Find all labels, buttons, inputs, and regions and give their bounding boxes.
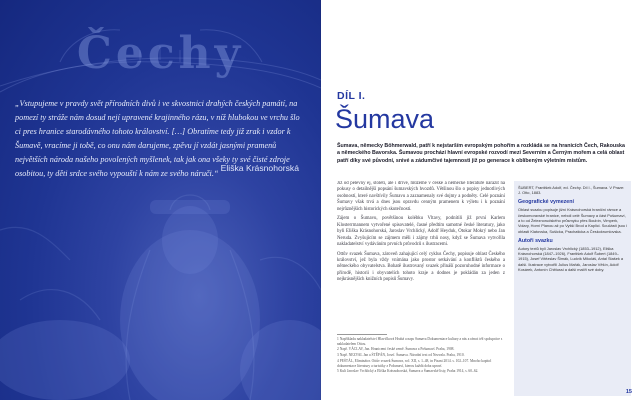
footnote: 3 Např. NEZVAL Jan a ŠTĚPÁN, Josef. Šumava. Národní text od Nezvala. Praha, 1910.	[337, 353, 465, 358]
main-text-column	[337, 181, 505, 331]
footnote: 1 Napříkladu nakladatelství Hlavičková Hrubá a naps Šumava Dokumentace kultury a nás a rámci též spolupráce s nakladatelem Ottou.	[337, 337, 503, 346]
page-number: 15	[625, 389, 632, 395]
footnote: 2 Např. VÁCLAV, Jan. Hranicemi české země. Šumava a Pošumaví. Praha, 1908.	[337, 347, 455, 352]
sidebar-heading-geography: Geografické vymezení	[518, 199, 574, 206]
part-title: Šumava	[335, 104, 435, 134]
sidebar-text-geography: Oblast svazku popisuje jižní Krásnohorská hraniční rámce a českomoravské hranice, neboli celé Šumavy a část Pošumaví, a to od Železnorudského průsmyku přes Boubín, Vimperk, Volary, Horní Planou až po Vyšší Brod a Kaplici. Součástí jsou i oblasti Klatovska, Sušicka, Prachaticka a Českokrumlovska.	[518, 207, 627, 234]
footnote: 4 PEŠTÁL, Eliminátor. Ottův svazek Šumava, roč. XII, s. 1–48, in Pisani 2014. s. 102–107. Mnoho kapitol dokumentace literatury a turistiky z Pošumaví, kterou každá doba upraví.	[337, 358, 492, 368]
footnote: 5 Kult Jaroslav Vrchlický a Eliška Krásnohorská, Šumava a Šumavské listy, Praha 1914, s. 60–62.	[337, 369, 479, 374]
epigraph-quote: „Vstupujeme v pravdy svět přírodních divů i ve skvostnici drahých českých památí, na pomezí ty stráže nám dosud nejí upravené krajinného rázu, v níž hlubokou ve vrchu šlo ci pres hranice starodávného tohoto království. […] Obratíme tedy již zrak i vzdor k Šumavě, vracíme ji tobě, co onu nám darujeme, zpěvu jí vzdát jasnými pramenů největších národa našeho povolených myšlenek, tak jak ona všeky ty své čisté zdroje osobitou, ty děti srdce svého vypouští k nám ze svého náruči.“	[15, 99, 300, 178]
part-label: DÍL I.	[337, 90, 366, 102]
body-paragraph: Zájem o Šumavu, povětšinou kolébku Vltavy, podnítili již první Karlem Klosterrmannem vytvořené spisovatelé, časné předtím samotné české literatury, jako byli Eliška Krásnohorská, Jaroslav Vrchlický, Adolf Heyduk, Otokar Mokrý nebo Jan Neruda. Zvyšujícím se zájmem měli i zájmy trhů nosy, když se Šumava vytvořila nakladatelství vydáváním prvních průvodců s ilustracemi.	[337, 216, 505, 248]
footnote-rule	[337, 334, 387, 335]
cechy-heading: Čechy	[76, 28, 245, 79]
lead-paragraph: Šumava, německy Böhmerwald, patří k nejstarším evropským pohořím a rozkládá se na hranicích Čech, Rakouska a německého Bavorska. Šumavou prochází hlavní evropské rozvodí mezi Severním a Černým mořem a celá oblast patří díky své původní, snivé a zádumčivé tajemnosti již po generace k oblíbeným výletním místům.	[337, 143, 625, 164]
body-paragraph: Již od pelevny ej, století, ale i dříve, můžeme v české a německé literatuře narazit na pokusy o detailnější popsání šumavských hvozdů. Většinou šlo o popisy jednotlivých osobností, které navštívily Šumavu a zaznamenaly své dojmy a podněty. Celé poznání Šumavy však trvá a dnes jsou opravdu cenným pramenem k výletu i k poznání nejrůznějších historických skutečností.	[337, 181, 505, 212]
footnotes	[337, 337, 505, 395]
sidebar-heading-authors: Autoři svazku	[518, 237, 553, 244]
sidebar-citation: ŠUBERT, František Adolf, ed. Čechy. Díl I., Šumava. V Praze: J. Otto, 1883.	[518, 185, 625, 196]
quote-author: Eliška Krásnohorská	[220, 163, 299, 173]
info-sidebar	[514, 181, 631, 396]
body-paragraph: Ottův svazek Šumava, zároveň zahajující celý cyklus Čechy, popisuje oblast Českého království, jež byla vždy vnímána jako prostor setkávání a konfliktů českého a německého obyvatelstva. Bohatě ilustrovaný svazek přináší pozoruhodné informace o přírodě, historii i obyvatelích tohoto kraje a dodnes je pokládán za jeden z nejkrásnějších knižních popisů Šumavy.	[337, 251, 505, 283]
right-page	[321, 0, 640, 400]
sidebar-text-authors: Autory textů byli Jaroslav Vrchlický (1853–1912), Eliška Krásnohorská (1847–1926), František Adolf Šubert (1849–1915), Josef Vítězslav Šimák, Ludvík Mikoláš, Antal Stašek a další. Ilustrace vytvořili Julius Mařák, Jaroslav Věšín, Adolf Kosárek, Antonín Chittussi a další malíři své doby.	[518, 245, 624, 273]
